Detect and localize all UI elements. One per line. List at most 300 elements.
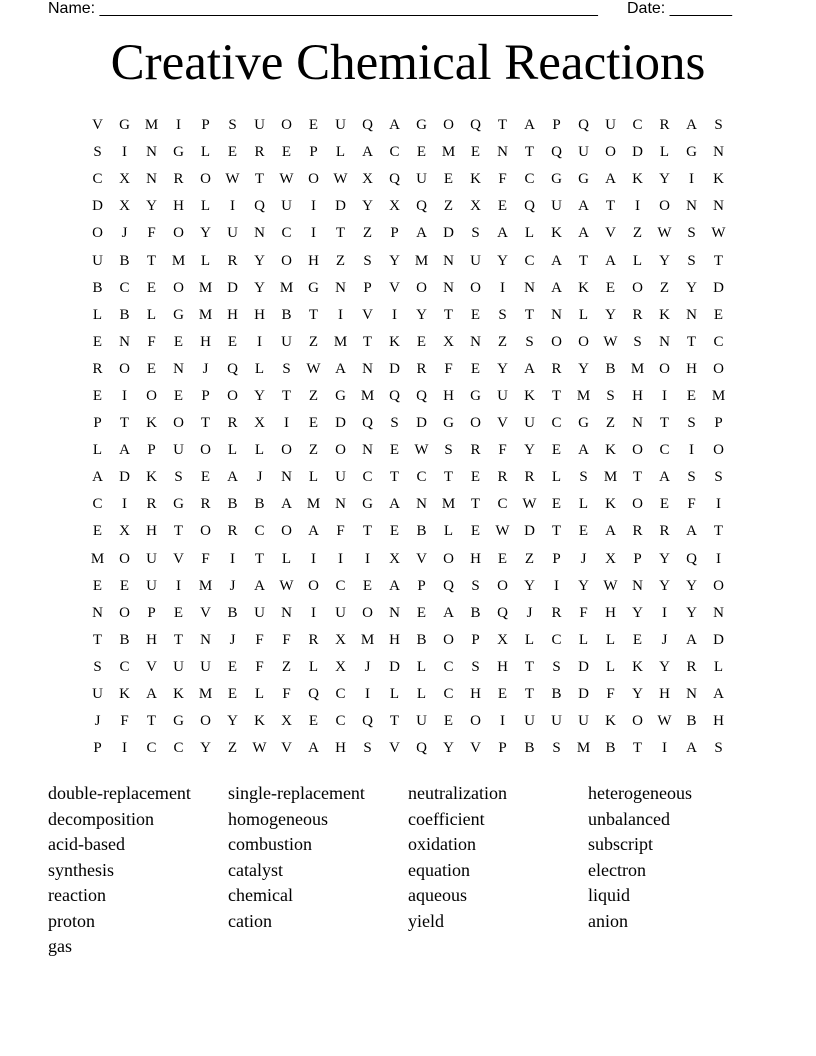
grid-letter[interactable]: L (605, 631, 616, 648)
grid-letter[interactable]: L (254, 360, 265, 377)
grid-letter[interactable]: L (605, 658, 616, 675)
grid-letter[interactable]: D (416, 415, 427, 432)
grid-letter[interactable]: G (578, 171, 589, 188)
grid-letter[interactable]: I (365, 550, 370, 567)
grid-letter[interactable]: A (335, 360, 346, 377)
grid-letter[interactable]: U (335, 469, 346, 486)
grid-letter[interactable]: W (252, 740, 267, 757)
grid-letter[interactable]: G (578, 415, 589, 432)
grid-letter[interactable]: A (389, 496, 400, 513)
grid-letter[interactable]: I (284, 415, 289, 432)
grid-letter[interactable]: K (659, 306, 670, 323)
grid-letter[interactable]: I (338, 550, 343, 567)
grid-letter[interactable]: C (119, 658, 130, 675)
grid-letter[interactable]: U (254, 604, 265, 621)
grid-letter[interactable]: Q (362, 415, 373, 432)
grid-letter[interactable]: W (225, 171, 240, 188)
grid-letter[interactable]: Y (524, 442, 535, 459)
grid-letter[interactable]: L (92, 306, 103, 323)
grid-letter[interactable]: S (93, 658, 102, 675)
grid-letter[interactable]: Q (578, 117, 589, 134)
grid-letter[interactable]: S (93, 144, 102, 161)
grid-letter[interactable]: I (230, 198, 235, 215)
grid-letter[interactable]: S (228, 117, 237, 134)
grid-letter[interactable]: W (603, 333, 618, 350)
grid-letter[interactable]: M (576, 740, 591, 757)
grid-letter[interactable]: A (443, 604, 454, 621)
grid-letter[interactable]: M (333, 333, 348, 350)
grid-letter[interactable]: H (227, 306, 238, 323)
grid-letter[interactable]: K (578, 279, 589, 296)
grid-letter[interactable]: T (281, 387, 292, 404)
grid-letter[interactable]: R (470, 442, 481, 459)
grid-letter[interactable]: P (498, 740, 507, 757)
grid-letter[interactable]: I (689, 442, 694, 459)
grid-letter[interactable]: N (335, 496, 346, 513)
grid-letter[interactable]: Q (416, 198, 427, 215)
grid-letter[interactable]: R (146, 496, 157, 513)
grid-letter[interactable]: S (282, 360, 291, 377)
grid-letter[interactable]: R (92, 360, 103, 377)
grid-letter[interactable]: U (551, 198, 562, 215)
grid-letter[interactable]: O (632, 496, 643, 513)
grid-letter[interactable]: B (227, 496, 238, 513)
grid-letter[interactable]: B (416, 523, 427, 540)
grid-letter[interactable]: V (389, 279, 400, 296)
grid-letter[interactable]: E (416, 604, 427, 621)
grid-letter[interactable]: X (335, 631, 346, 648)
grid-letter[interactable]: M (360, 631, 375, 648)
grid-letter[interactable]: M (711, 387, 726, 404)
grid-letter[interactable]: I (392, 306, 397, 323)
grid-letter[interactable]: I (662, 387, 667, 404)
grid-letter[interactable]: S (390, 415, 399, 432)
grid-letter[interactable]: U (416, 171, 427, 188)
grid-letter[interactable]: I (122, 740, 127, 757)
grid-letter[interactable]: D (335, 198, 346, 215)
grid-letter[interactable]: L (416, 658, 427, 675)
grid-letter[interactable]: C (92, 496, 103, 513)
grid-letter[interactable]: E (200, 469, 211, 486)
grid-letter[interactable]: H (335, 740, 346, 757)
grid-letter[interactable]: H (686, 360, 697, 377)
grid-letter[interactable]: A (281, 496, 292, 513)
date-field[interactable]: Date: _______ (627, 0, 732, 17)
grid-letter[interactable]: F (282, 631, 291, 648)
grid-letter[interactable]: O (713, 577, 724, 594)
grid-letter[interactable]: S (471, 225, 480, 242)
grid-letter[interactable]: P (552, 117, 561, 134)
grid-letter[interactable]: O (713, 442, 724, 459)
grid-letter[interactable]: F (579, 604, 588, 621)
grid-letter[interactable]: T (254, 550, 265, 567)
grid-letter[interactable]: D (713, 631, 724, 648)
grid-letter[interactable]: P (93, 415, 102, 432)
grid-letter[interactable]: A (686, 740, 697, 757)
grid-letter[interactable]: I (338, 306, 343, 323)
grid-letter[interactable]: H (254, 306, 265, 323)
grid-letter[interactable]: M (279, 279, 294, 296)
grid-letter[interactable]: L (227, 442, 238, 459)
grid-letter[interactable]: C (335, 577, 346, 594)
grid-letter[interactable]: Q (416, 387, 427, 404)
grid-letter[interactable]: Y (632, 686, 643, 703)
grid-letter[interactable]: U (281, 333, 292, 350)
grid-letter[interactable]: F (336, 523, 345, 540)
grid-letter[interactable]: Y (659, 658, 670, 675)
grid-letter[interactable]: E (713, 306, 724, 323)
grid-letter[interactable]: L (416, 686, 427, 703)
grid-letter[interactable]: L (713, 658, 724, 675)
grid-letter[interactable]: A (605, 252, 616, 269)
grid-letter[interactable]: E (632, 631, 643, 648)
grid-letter[interactable]: A (416, 225, 427, 242)
grid-letter[interactable]: F (255, 658, 264, 675)
grid-letter[interactable]: U (92, 252, 103, 269)
grid-letter[interactable]: S (687, 415, 696, 432)
grid-letter[interactable]: H (443, 387, 454, 404)
grid-letter[interactable]: A (524, 360, 535, 377)
grid-letter[interactable]: X (362, 171, 373, 188)
grid-letter[interactable]: A (551, 279, 562, 296)
grid-letter[interactable]: L (200, 252, 211, 269)
grid-letter[interactable]: O (659, 198, 670, 215)
grid-letter[interactable]: E (578, 523, 589, 540)
grid-letter[interactable]: O (443, 550, 454, 567)
grid-letter[interactable]: A (92, 469, 103, 486)
grid-letter[interactable]: M (441, 496, 456, 513)
grid-letter[interactable]: M (198, 279, 213, 296)
grid-letter[interactable]: N (686, 306, 697, 323)
grid-letter[interactable]: S (525, 333, 534, 350)
grid-letter[interactable]: U (173, 442, 184, 459)
grid-letter[interactable]: B (119, 306, 130, 323)
grid-letter[interactable]: Y (686, 577, 697, 594)
grid-letter[interactable]: S (714, 740, 723, 757)
grid-letter[interactable]: B (119, 252, 130, 269)
grid-letter[interactable]: N (389, 604, 400, 621)
grid-letter[interactable]: C (416, 469, 427, 486)
grid-letter[interactable]: N (146, 171, 157, 188)
grid-letter[interactable]: O (200, 713, 211, 730)
grid-letter[interactable]: S (714, 469, 723, 486)
grid-letter[interactable]: C (659, 442, 670, 459)
grid-letter[interactable]: Y (659, 577, 670, 594)
grid-letter[interactable]: T (173, 523, 184, 540)
grid-letter[interactable]: F (444, 360, 453, 377)
grid-letter[interactable]: E (146, 279, 157, 296)
grid-letter[interactable]: D (632, 144, 643, 161)
grid-letter[interactable]: P (147, 442, 156, 459)
grid-letter[interactable]: I (176, 577, 181, 594)
grid-letter[interactable]: E (497, 198, 508, 215)
grid-letter[interactable]: S (444, 442, 453, 459)
grid-letter[interactable]: S (498, 306, 507, 323)
grid-letter[interactable]: D (227, 279, 238, 296)
grid-letter[interactable]: Y (659, 171, 670, 188)
grid-letter[interactable]: X (470, 198, 481, 215)
grid-letter[interactable]: Y (254, 387, 265, 404)
grid-letter[interactable]: O (227, 387, 238, 404)
grid-letter[interactable]: T (551, 523, 562, 540)
grid-letter[interactable]: V (605, 225, 616, 242)
grid-letter[interactable]: O (119, 604, 130, 621)
grid-letter[interactable]: U (335, 117, 346, 134)
grid-letter[interactable]: N (362, 442, 373, 459)
grid-letter[interactable]: K (605, 713, 616, 730)
grid-letter[interactable]: N (659, 333, 670, 350)
grid-letter[interactable]: R (551, 360, 562, 377)
grid-letter[interactable]: I (257, 333, 262, 350)
grid-letter[interactable]: T (713, 523, 724, 540)
grid-letter[interactable]: R (551, 604, 562, 621)
grid-letter[interactable]: Y (389, 252, 400, 269)
grid-letter[interactable]: V (92, 117, 103, 134)
grid-letter[interactable]: L (92, 442, 103, 459)
grid-letter[interactable]: V (146, 658, 157, 675)
grid-letter[interactable]: O (119, 360, 130, 377)
grid-letter[interactable]: Y (200, 740, 211, 757)
grid-letter[interactable]: O (200, 442, 211, 459)
grid-letter[interactable]: X (119, 523, 130, 540)
grid-letter[interactable]: L (578, 631, 589, 648)
grid-letter[interactable]: T (389, 713, 400, 730)
grid-letter[interactable]: P (633, 550, 642, 567)
grid-letter[interactable]: H (470, 686, 481, 703)
grid-letter[interactable]: P (93, 740, 102, 757)
grid-letter[interactable]: N (632, 577, 643, 594)
grid-letter[interactable]: T (254, 171, 265, 188)
grid-letter[interactable]: V (416, 550, 427, 567)
grid-letter[interactable]: Y (146, 198, 157, 215)
grid-letter[interactable]: I (500, 713, 505, 730)
grid-letter[interactable]: X (389, 198, 400, 215)
grid-letter[interactable]: P (714, 415, 723, 432)
grid-letter[interactable]: E (686, 387, 697, 404)
grid-letter[interactable]: I (554, 577, 559, 594)
grid-letter[interactable]: U (281, 198, 292, 215)
grid-letter[interactable]: I (365, 686, 370, 703)
grid-letter[interactable]: G (173, 144, 184, 161)
grid-letter[interactable]: N (686, 198, 697, 215)
grid-letter[interactable]: O (659, 360, 670, 377)
grid-letter[interactable]: E (416, 333, 427, 350)
grid-letter[interactable]: Z (443, 198, 454, 215)
grid-letter[interactable]: X (389, 550, 400, 567)
grid-letter[interactable]: E (173, 604, 184, 621)
grid-letter[interactable]: Q (389, 171, 400, 188)
grid-letter[interactable]: A (119, 442, 130, 459)
grid-letter[interactable]: N (713, 144, 724, 161)
grid-letter[interactable]: F (147, 225, 156, 242)
grid-letter[interactable]: G (308, 279, 319, 296)
grid-letter[interactable]: T (686, 333, 697, 350)
grid-letter[interactable]: C (119, 279, 130, 296)
grid-letter[interactable]: J (202, 360, 209, 377)
grid-letter[interactable]: C (389, 144, 400, 161)
grid-letter[interactable]: E (227, 144, 238, 161)
grid-letter[interactable]: N (119, 333, 130, 350)
grid-letter[interactable]: Q (308, 686, 319, 703)
grid-letter[interactable]: X (119, 198, 130, 215)
grid-letter[interactable]: A (308, 740, 319, 757)
grid-letter[interactable]: E (659, 496, 670, 513)
grid-letter[interactable]: T (524, 686, 535, 703)
grid-letter[interactable]: Y (578, 360, 589, 377)
grid-letter[interactable]: P (363, 279, 372, 296)
grid-letter[interactable]: S (687, 225, 696, 242)
grid-letter[interactable]: B (281, 306, 292, 323)
grid-letter[interactable]: O (173, 225, 184, 242)
grid-letter[interactable]: A (605, 171, 616, 188)
grid-letter[interactable]: X (497, 631, 508, 648)
grid-letter[interactable]: N (713, 604, 724, 621)
grid-letter[interactable]: C (335, 713, 346, 730)
grid-letter[interactable]: S (606, 387, 615, 404)
grid-letter[interactable]: H (146, 631, 157, 648)
grid-letter[interactable]: A (389, 577, 400, 594)
grid-letter[interactable]: E (497, 550, 508, 567)
grid-letter[interactable]: R (227, 415, 238, 432)
grid-letter[interactable]: U (524, 713, 535, 730)
grid-letter[interactable]: A (308, 523, 319, 540)
grid-letter[interactable]: M (306, 496, 321, 513)
grid-letter[interactable]: W (414, 442, 429, 459)
grid-letter[interactable]: E (551, 496, 562, 513)
grid-letter[interactable]: J (121, 225, 128, 242)
grid-letter[interactable]: C (146, 740, 157, 757)
grid-letter[interactable]: C (443, 658, 454, 675)
grid-letter[interactable]: L (146, 306, 157, 323)
grid-letter[interactable]: H (713, 713, 724, 730)
grid-letter[interactable]: E (551, 442, 562, 459)
grid-letter[interactable]: K (119, 686, 130, 703)
grid-letter[interactable]: T (443, 469, 454, 486)
grid-letter[interactable]: N (497, 144, 508, 161)
grid-letter[interactable]: S (471, 658, 480, 675)
grid-letter[interactable]: R (227, 523, 238, 540)
grid-letter[interactable]: I (662, 604, 667, 621)
grid-letter[interactable]: T (362, 333, 373, 350)
grid-letter[interactable]: U (335, 604, 346, 621)
grid-letter[interactable]: Q (254, 198, 265, 215)
grid-letter[interactable]: X (335, 658, 346, 675)
grid-letter[interactable]: V (470, 740, 481, 757)
grid-letter[interactable]: E (470, 469, 481, 486)
grid-letter[interactable]: Z (335, 252, 346, 269)
grid-letter[interactable]: N (443, 279, 454, 296)
grid-letter[interactable]: L (200, 144, 211, 161)
grid-letter[interactable]: A (578, 442, 589, 459)
grid-letter[interactable]: T (497, 117, 508, 134)
grid-letter[interactable]: U (524, 415, 535, 432)
grid-letter[interactable]: H (605, 604, 616, 621)
grid-letter[interactable]: Y (497, 252, 508, 269)
grid-letter[interactable]: O (335, 442, 346, 459)
grid-letter[interactable]: E (119, 577, 130, 594)
grid-letter[interactable]: T (146, 252, 157, 269)
grid-letter[interactable]: E (308, 713, 319, 730)
grid-letter[interactable]: H (497, 658, 508, 675)
grid-letter[interactable]: E (470, 306, 481, 323)
grid-letter[interactable]: T (173, 631, 184, 648)
grid-letter[interactable]: V (362, 306, 373, 323)
grid-letter[interactable]: B (119, 631, 130, 648)
grid-letter[interactable]: F (687, 496, 696, 513)
grid-letter[interactable]: R (524, 469, 535, 486)
grid-letter[interactable]: Y (254, 252, 265, 269)
grid-letter[interactable]: I (176, 117, 181, 134)
grid-letter[interactable]: O (578, 333, 589, 350)
grid-letter[interactable]: H (308, 252, 319, 269)
grid-letter[interactable]: Q (686, 550, 697, 567)
grid-letter[interactable]: M (360, 387, 375, 404)
grid-letter[interactable]: U (146, 550, 157, 567)
grid-letter[interactable]: I (311, 198, 316, 215)
grid-letter[interactable]: D (92, 198, 103, 215)
grid-letter[interactable]: M (198, 686, 213, 703)
grid-letter[interactable]: I (122, 387, 127, 404)
grid-letter[interactable]: N (551, 306, 562, 323)
grid-letter[interactable]: U (200, 658, 211, 675)
grid-letter[interactable]: E (443, 171, 454, 188)
grid-letter[interactable]: K (146, 469, 157, 486)
grid-letter[interactable]: B (605, 360, 616, 377)
grid-letter[interactable]: C (713, 333, 724, 350)
grid-letter[interactable]: H (146, 523, 157, 540)
grid-letter[interactable]: Z (605, 415, 616, 432)
grid-letter[interactable]: S (174, 469, 183, 486)
grid-letter[interactable]: J (229, 631, 236, 648)
grid-letter[interactable]: R (497, 469, 508, 486)
grid-letter[interactable]: O (470, 279, 481, 296)
grid-letter[interactable]: A (389, 117, 400, 134)
grid-letter[interactable]: L (443, 523, 454, 540)
grid-letter[interactable]: W (279, 171, 294, 188)
grid-letter[interactable]: P (201, 387, 210, 404)
grid-letter[interactable]: A (497, 225, 508, 242)
grid-letter[interactable]: S (687, 469, 696, 486)
grid-letter[interactable]: N (173, 360, 184, 377)
grid-letter[interactable]: E (227, 658, 238, 675)
grid-letter[interactable]: F (282, 686, 291, 703)
grid-letter[interactable]: S (471, 577, 480, 594)
grid-letter[interactable]: X (605, 550, 616, 567)
grid-letter[interactable]: T (713, 252, 724, 269)
grid-letter[interactable]: S (552, 658, 561, 675)
grid-letter[interactable]: N (470, 333, 481, 350)
grid-letter[interactable]: T (524, 306, 535, 323)
grid-letter[interactable]: L (254, 686, 265, 703)
grid-letter[interactable]: K (146, 415, 157, 432)
grid-letter[interactable]: D (713, 279, 724, 296)
grid-letter[interactable]: L (632, 252, 643, 269)
grid-letter[interactable]: Z (308, 333, 319, 350)
grid-letter[interactable]: C (173, 740, 184, 757)
grid-letter[interactable]: A (713, 686, 724, 703)
grid-letter[interactable]: S (633, 333, 642, 350)
grid-letter[interactable]: E (173, 387, 184, 404)
grid-letter[interactable]: C (281, 225, 292, 242)
grid-letter[interactable]: R (659, 523, 670, 540)
grid-letter[interactable]: O (632, 279, 643, 296)
grid-letter[interactable]: T (632, 740, 643, 757)
grid-letter[interactable]: E (227, 686, 238, 703)
grid-letter[interactable]: J (229, 577, 236, 594)
grid-letter[interactable]: W (603, 577, 618, 594)
grid-letter[interactable]: E (281, 144, 292, 161)
grid-letter[interactable]: S (552, 740, 561, 757)
